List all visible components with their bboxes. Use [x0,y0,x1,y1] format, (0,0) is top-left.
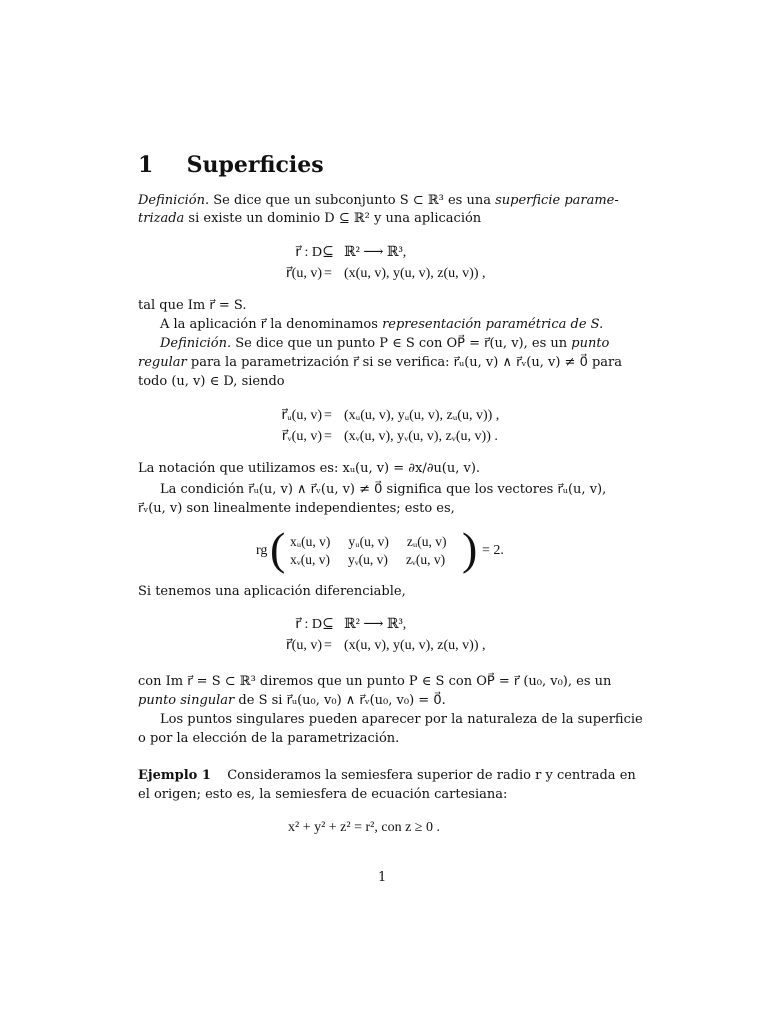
map2-rel-2: = [324,638,332,653]
condition-line-1: La condición r⃗ᵤ(u, v) ∧ r⃗ᵥ(u, v) ≠ 0⃗ significa que los vectores r⃗ᵤ(u, v), [160,482,607,497]
definition-2-line-3: todo (u, v) ∈ D, siendo [138,374,285,389]
matrix-cell: yᵤ(u, v) [348,534,389,549]
definition-1-line-1 [138,193,619,209]
definition-emphasis: trizada [138,211,185,226]
page-number: 1 [378,870,387,885]
definition-2-line-1 [160,336,609,352]
notation-line: La notación que utilizamos es: xᵤ(u, v) = ∂x/∂u(u, v). [138,461,481,476]
definition-text: Se dice que un punto P ∈ S con OP⃗ = r⃗(u, v), es un [235,336,568,351]
singular-line-2 [138,693,446,709]
map1-lhs-2: r⃗(u, v) [285,266,322,281]
emphasis-text: punto singular [138,693,235,708]
body-text: Consideramos la semiesfera superior de radio r y centrada en [227,768,636,783]
definition-2-line-2 [138,355,622,371]
right-parenthesis: ) [462,523,478,574]
definition-emphasis: regular [138,355,187,370]
partial-u-lhs: r⃗ᵤ(u, v) [281,408,322,423]
rank-matrix [290,533,447,569]
section-heading [138,152,324,178]
map1-rel-2: = [324,266,332,281]
definition-emphasis: punto [571,336,610,351]
emphasis-text: representación paramétrica de S. [382,317,604,332]
definition-text: Se dice que un subconjunto S ⊂ ℝ³ es una [213,193,491,208]
map2-lhs-1: r⃗ : D [295,617,322,632]
matrix-row-1 [290,533,447,551]
map1-rel-1: ⊆ [322,245,334,260]
condition-line-2: r⃗ᵥ(u, v) son linealmente independientes; esto es, [138,501,455,516]
map2-rhs-1: ℝ² ⟶ ℝ³, [344,617,407,632]
singular-cause-line-1: Los puntos singulares pueden aparecer por la naturaleza de la superficie [160,712,643,727]
map1-rhs-2: (x(u, v), y(u, v), z(u, v)) , [344,266,486,281]
partial-v-lhs: r⃗ᵥ(u, v) [281,429,322,444]
partial-u-rel: = [324,408,332,423]
rank-suffix: = 2. [482,543,504,558]
partial-v-rhs: (xᵥ(u, v), yᵥ(u, v), zᵥ(u, v)) . [344,429,498,444]
example-line-1 [138,768,636,784]
rank-prefix: rg [256,543,268,558]
definition-emphasis: superficie parame- [495,193,619,208]
example-equation: x² + y² + z² = r², con z ≥ 0 . [288,820,440,835]
parametric-representation-line [160,317,603,333]
after-map-text: tal que Im r⃗ = S. [138,298,247,313]
map2-rhs-2: (x(u, v), y(u, v), z(u, v)) , [344,638,486,653]
section-title: Superficies [186,152,324,178]
definition-label: Definición. [160,336,232,351]
definition-1-line-2 [138,211,481,227]
partial-v-rel: = [324,429,332,444]
map2-rel-1: ⊆ [322,617,334,632]
matrix-cell: yᵥ(u, v) [347,552,388,567]
section-number: 1 [138,152,154,178]
singular-line-1: con Im r⃗ = S ⊂ ℝ³ diremos que un punto P ∈ S con OP⃗ = r⃗ (u₀, v₀), es un [138,674,612,689]
matrix-cell: zᵤ(u, v) [406,534,447,549]
definition-label: Definición. [138,193,210,208]
body-text: A la aplicación r⃗ la denominamos [160,317,378,332]
definition-text: para la parametrización r⃗ si se verifica: r⃗ᵤ(u, v) ∧ r⃗ᵥ(u, v) ≠ 0⃗ para [190,355,623,370]
partial-u-rhs: (xᵤ(u, v), yᵤ(u, v), zᵤ(u, v)) , [344,408,500,423]
singular-cause-line-2: o por la elección de la parametrización. [138,731,400,746]
map2-lhs-2: r⃗(u, v) [285,638,322,653]
body-text: de S si r⃗ᵤ(u₀, v₀) ∧ r⃗ᵥ(u₀, v₀) = 0⃗. [238,693,446,708]
example-label: Ejemplo 1 [138,768,211,783]
map1-rhs-1: ℝ² ⟶ ℝ³, [344,245,407,260]
definition-text: si existe un dominio D ⊆ ℝ² y una aplicación [188,211,482,226]
matrix-cell: xᵤ(u, v) [290,534,331,549]
matrix-cell: xᵥ(u, v) [290,552,330,567]
left-parenthesis: ( [270,523,286,574]
matrix-cell: zᵥ(u, v) [405,552,446,567]
differentiable-map-intro: Si tenemos una aplicación diferenciable, [138,584,406,599]
map1-lhs-1: r⃗ : D [295,245,322,260]
example-line-2: el origen; esto es, la semiesfera de ecuación cartesiana: [138,787,508,802]
matrix-row-2 [290,551,447,569]
